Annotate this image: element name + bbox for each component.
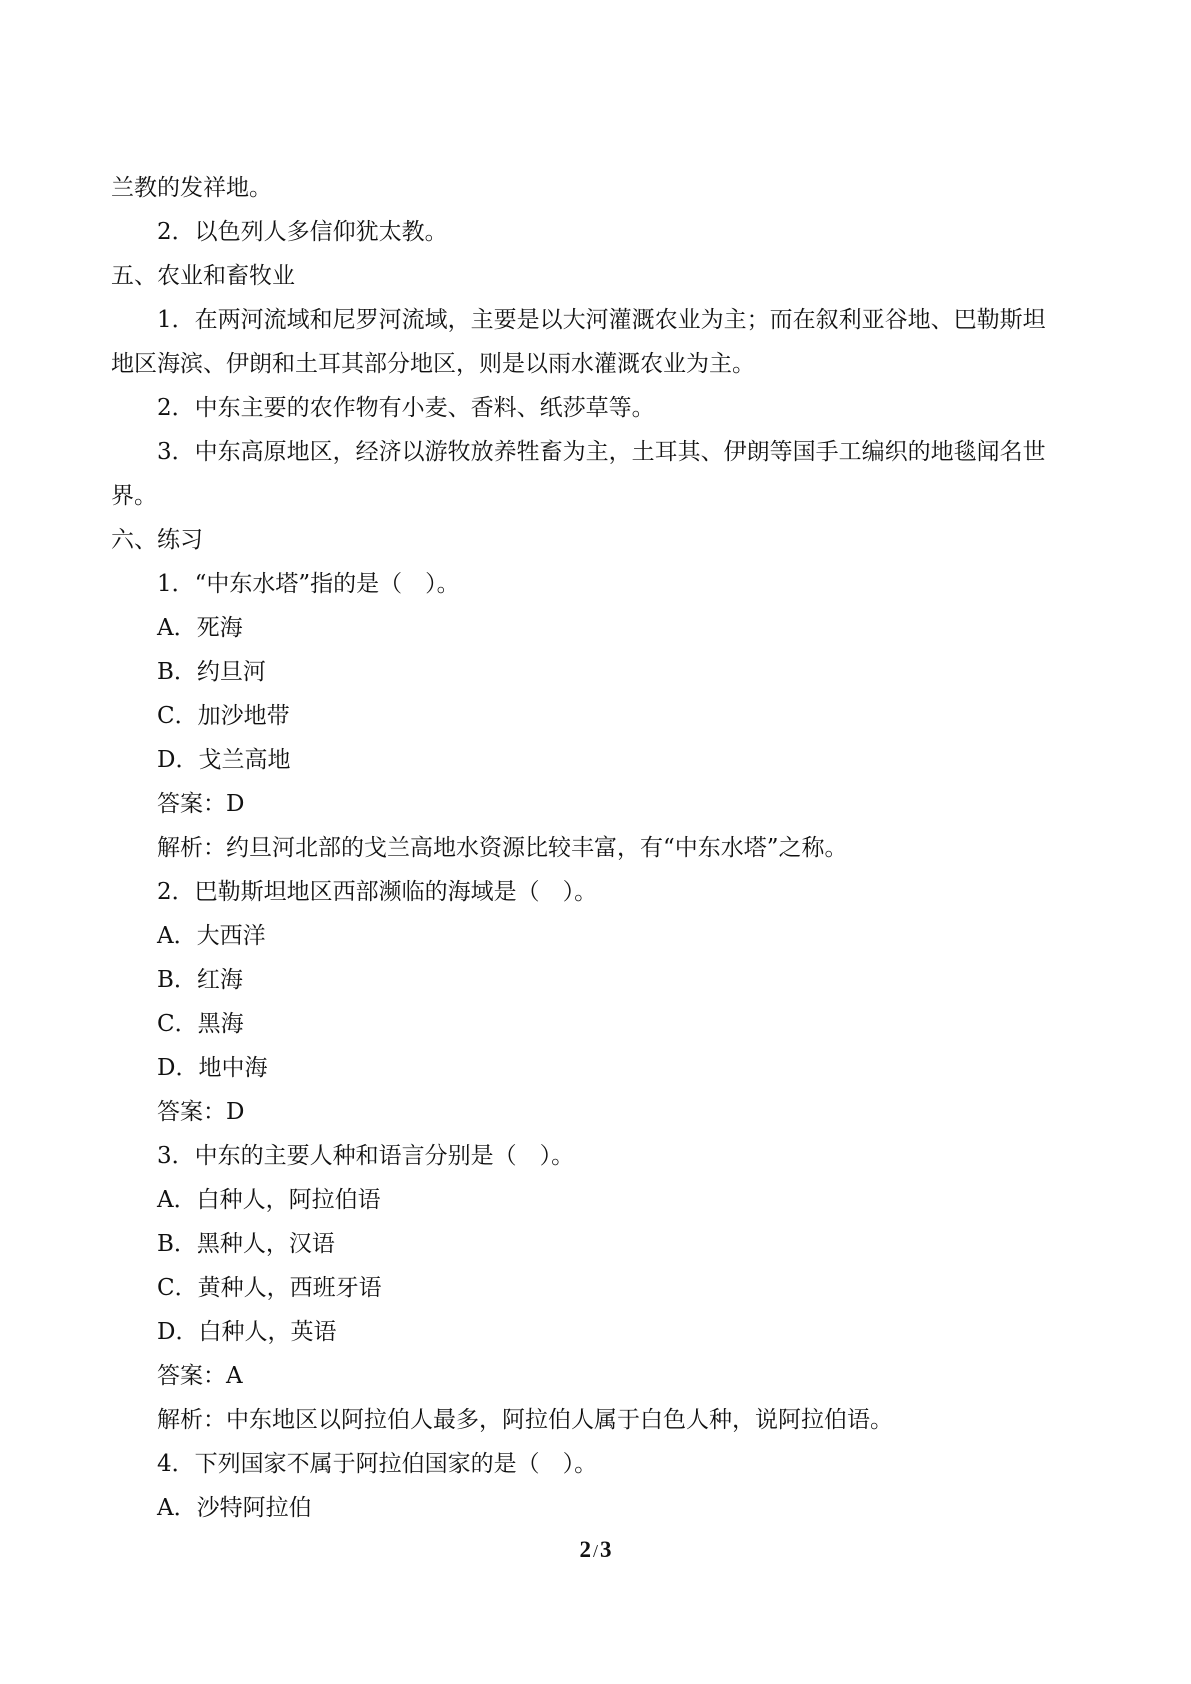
question-1-explanation: 解析：约旦河北部的戈兰高地水资源比较丰富，有“中东水塔”之称。 bbox=[157, 835, 848, 861]
question-1-answer: 答案：D bbox=[157, 791, 245, 817]
question-1-option-c: C．加沙地带 bbox=[157, 703, 290, 729]
paragraph-irrigation-line1: 1．在两河流域和尼罗河流域，主要是以大河灌溉农业为主；而在叙利亚谷地、巴勒斯坦 bbox=[157, 307, 1046, 333]
question-3: 3．中东的主要人种和语言分别是（ ）。 bbox=[157, 1143, 575, 1169]
question-2-option-c: C．黑海 bbox=[157, 1011, 244, 1037]
paragraph-pastoral-line2: 界。 bbox=[111, 483, 157, 509]
section-heading-exercises: 六、练习 bbox=[111, 527, 203, 553]
paragraph-irrigation-line2: 地区海滨、伊朗和土耳其部分地区，则是以雨水灌溉农业为主。 bbox=[111, 351, 755, 377]
question-3-option-a: A．白种人，阿拉伯语 bbox=[157, 1187, 381, 1213]
question-4-option-a: A．沙特阿拉伯 bbox=[157, 1495, 312, 1521]
question-3-explanation: 解析：中东地区以阿拉伯人最多，阿拉伯人属于白色人种，说阿拉伯语。 bbox=[157, 1407, 893, 1433]
question-1-option-d: D．戈兰高地 bbox=[157, 747, 291, 773]
question-2: 2．巴勒斯坦地区西部濒临的海域是（ ）。 bbox=[157, 879, 598, 905]
paragraph-continuation: 兰教的发祥地。 bbox=[111, 175, 272, 201]
section-heading-agriculture: 五、农业和畜牧业 bbox=[111, 263, 295, 289]
question-1-option-b: B．约旦河 bbox=[157, 659, 266, 685]
question-3-option-c: C．黄种人，西班牙语 bbox=[157, 1275, 382, 1301]
paragraph-judaism: 2．以色列人多信仰犹太教。 bbox=[157, 219, 448, 245]
page-body bbox=[111, 166, 1086, 1530]
page-separator: / bbox=[592, 1541, 598, 1561]
current-page-number: 2 bbox=[579, 1537, 591, 1562]
question-2-answer: 答案：D bbox=[157, 1099, 245, 1125]
question-2-option-d: D．地中海 bbox=[157, 1055, 268, 1081]
question-2-option-b: B．红海 bbox=[157, 967, 243, 993]
paragraph-crops: 2．中东主要的农作物有小麦、香料、纸莎草等。 bbox=[157, 395, 655, 421]
question-2-option-a: A．大西洋 bbox=[157, 923, 266, 949]
question-3-option-b: B．黑种人，汉语 bbox=[157, 1231, 335, 1257]
paragraph-pastoral-line1: 3．中东高原地区，经济以游牧放养牲畜为主，土耳其、伊朗等国手工编织的地毯闻名世 bbox=[157, 439, 1046, 465]
total-page-count: 3 bbox=[600, 1537, 612, 1562]
page-number bbox=[0, 1535, 1191, 1566]
question-3-option-d: D．白种人，英语 bbox=[157, 1319, 337, 1345]
question-1: 1．“中东水塔”指的是（ ）。 bbox=[157, 571, 460, 597]
question-1-option-a: A．死海 bbox=[157, 615, 243, 641]
question-3-answer: 答案：A bbox=[157, 1363, 243, 1389]
question-4: 4．下列国家不属于阿拉伯国家的是（ ）。 bbox=[157, 1451, 598, 1477]
